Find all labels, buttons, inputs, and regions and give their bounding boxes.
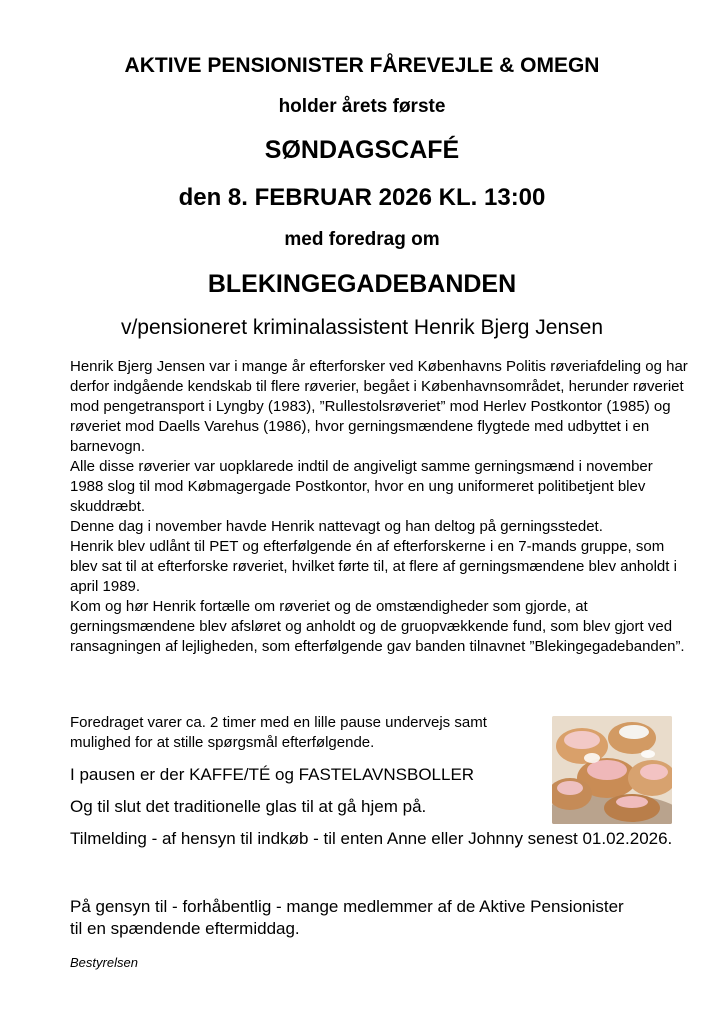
- paragraph-night-shift: Denne dag i november havde Henrik nattevagt og han deltog på gerningsstedet.: [70, 518, 603, 535]
- talk-duration: [70, 713, 530, 753]
- org-title: AKTIVE PENSIONISTER FÅREVEJLE & OMEGN: [124, 54, 600, 77]
- description-body: [70, 357, 690, 657]
- signup-info: Tilmelding - af hensyn til indkøb - til enten Anne eller Johnny senest 01.02.2026.: [70, 829, 673, 848]
- pause-refreshments: I pausen er der KAFFE/TÉ og FASTELAVNSBOLLER: [70, 765, 475, 784]
- paragraph-duration: Foredraget varer ca. 2 timer med en lille pause undervejs samt mulighed for at stille spørgsmål efterfølgende.: [70, 714, 487, 751]
- talk-intro: med foredrag om: [284, 229, 440, 250]
- fastelavnsboller-photo-icon: [552, 716, 672, 824]
- event-date: den 8. FEBRUAR 2026 KL. 13:00: [178, 184, 546, 211]
- holds-line: holder årets første: [278, 96, 446, 117]
- farewell-text: På gensyn til - forhåbentlig - mange medlemmer af de Aktive Pensionister til en spændende eftermiddag.: [70, 897, 624, 938]
- signature: Bestyrelsen: [70, 955, 138, 970]
- speaker-line: v/pensioneret kriminalassistent Henrik Bjerg Jensen: [120, 316, 604, 339]
- paragraph-career: Henrik Bjerg Jensen var i mange år efterforsker ved Københavns Politis røveriafdeling og har derfor indgående kendskab til flere røverier, begået i Københavnsområdet, herunder røveriet mod pengetransport i Lyngby (1983), ”Rullestolsrøveriet” mod Herlev Postkontor (1985) og røveriet mod Daells Varehus (1986), hvor gerningsmændene flygtede med udbyttet i en barnevogn.: [70, 358, 688, 455]
- paragraph-unsolved: Alle disse røverier var uopklarede indtil de angiveligt samme gerningsmænd i november 1988 slog til mod Købmagergade Postkontor, hvor en ung uniformeret politibetjent blev skuddræbt.: [70, 458, 653, 515]
- event-name: SØNDAGSCAFÉ: [264, 136, 460, 164]
- talk-topic: BLEKINGEGADEBANDEN: [207, 270, 517, 298]
- paragraph-investigation: Henrik blev udlånt til PET og efterfølgende én af efterforskerne i en 7-mands gruppe, som blev sat til at efterforske røveriet, hvilket førte til, at flere af gerningsmændene blev anholdt i april 1989.: [70, 538, 677, 595]
- closing-glass: Og til slut det traditionelle glas til at gå hjem på.: [70, 797, 427, 816]
- paragraph-invitation: Kom og hør Henrik fortælle om røveriet og de omstændigheder som gjorde, at gerningsmændene blev afsløret og anholdt og de gruopvækkende fund, som blev gjort ved ransagningen af lejligheden, som efterfølgende gav banden tilnavnet ”Blekingegadebanden”.: [70, 598, 685, 655]
